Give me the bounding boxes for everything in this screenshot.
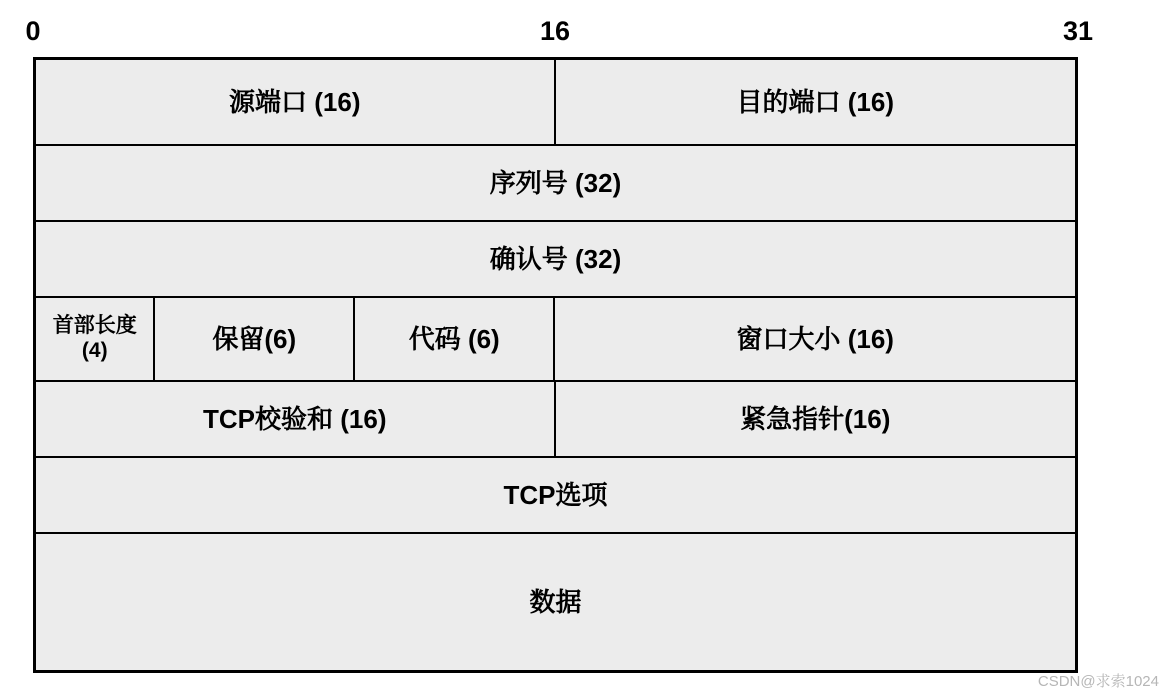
header-row-acknowledgement	[36, 222, 1075, 298]
bit-ruler	[25, 14, 1094, 54]
header-row-options	[36, 458, 1075, 534]
header-row-data	[36, 534, 1075, 670]
field-tcp-options: TCP选项	[36, 458, 1075, 532]
bit-tick-0: 0	[25, 16, 41, 46]
header-row-checksum-urgent	[36, 382, 1075, 458]
header-row-ports	[36, 60, 1075, 146]
field-tcp-checksum: TCP校验和 (16)	[36, 382, 556, 456]
field-acknowledgement-number: 确认号 (32)	[36, 222, 1075, 296]
tcp-header-table	[33, 57, 1078, 673]
field-header-length: 首部长度 (4)	[36, 298, 155, 380]
field-urgent-pointer: 紧急指针(16)	[556, 382, 1076, 456]
bit-tick-31: 31	[1062, 16, 1094, 46]
header-row-sequence	[36, 146, 1075, 222]
bit-tick-16: 16	[539, 16, 571, 46]
field-destination-port: 目的端口 (16)	[556, 60, 1076, 144]
field-sequence-number: 序列号 (32)	[36, 146, 1075, 220]
field-window-size: 窗口大小 (16)	[555, 298, 1075, 380]
header-row-offset-flags-window	[36, 298, 1075, 382]
field-source-port: 源端口 (16)	[36, 60, 556, 144]
field-data: 数据	[36, 534, 1075, 670]
field-code-bits: 代码 (6)	[355, 298, 556, 380]
watermark-text: CSDN@求索1024	[1037, 673, 1159, 690]
field-reserved: 保留(6)	[155, 298, 354, 380]
